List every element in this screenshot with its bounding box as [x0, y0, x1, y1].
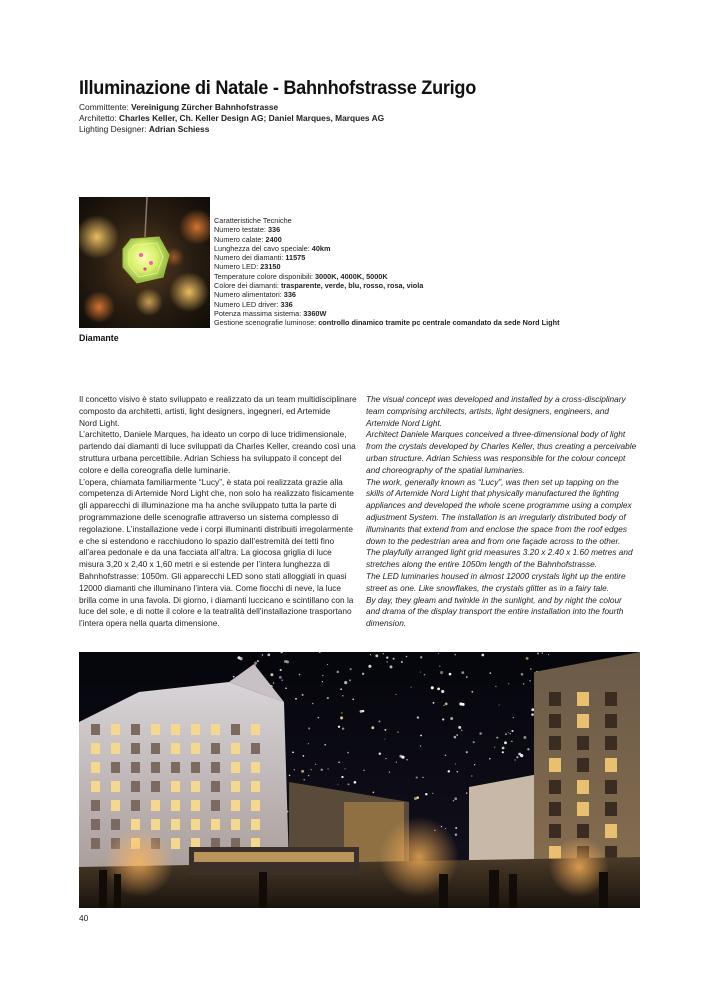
- text-line: adjustment System. The installation is an irregularly distributed body of: [366, 511, 626, 522]
- text-line: The visual concept was developed and installed by a cross-disciplinary: [366, 394, 626, 404]
- credit-architect: Architetto: Charles Keller, Ch. Keller Design AG; Daniel Marques, Marques AG: [79, 113, 385, 124]
- spec-row: Numero dei diamanti: 11575: [214, 253, 306, 263]
- text-line: illuminants that extend from and enclose the space from the roof edges: [366, 523, 628, 534]
- text-line: The work, generally known as “Lucy”, was then set up tapping on the: [366, 476, 619, 487]
- text-line: By day, they gleam and twinkle in the sunlight, and by night the colour: [366, 594, 622, 605]
- text-line: L’opera, chiamata familiarmente “Lucy”, è stata poi realizzata grazie alla: [79, 476, 343, 487]
- spec-row: Colore dei diamanti: trasparente, verde, blu, rosso, rosa, viola: [214, 281, 424, 291]
- text-line: Architect Daniele Marques conceived a three-dimensional body of light: [366, 429, 626, 440]
- text-line: The playfully arranged light grid measures 3.20 x 2.40 x 1.60 metres and: [366, 547, 633, 558]
- photo-caption: Diamante: [79, 333, 119, 343]
- text-line: L’architetto, Daniele Marques, ha ideato un corpo di luce tridimensionale,: [79, 429, 347, 440]
- page-number: 40: [79, 913, 89, 923]
- text-line: partendo dai diamanti di luce sviluppati da Charles Keller, creando così una: [79, 441, 356, 452]
- text-line: regolazione. L’installazione vede i corpi illuminanti distribuiti irregolarmente: [79, 523, 353, 534]
- text-line: struttura urbana percettibile. Adrian Schiess ha sviluppato il concept del: [79, 452, 342, 463]
- text-line: appliances and developed the whole scene programme using a complex: [366, 500, 632, 511]
- text-line: team comprising architects, artists, light designers, engineers, and: [366, 405, 610, 416]
- spec-row: Numero LED driver: 336: [214, 299, 293, 309]
- text-line: brilla come in una favola. Di giorno, i diamanti luccicano e scintillano con la: [79, 594, 354, 605]
- text-line: and drama of the display transport the entire installation into the fourth: [366, 606, 624, 617]
- text-line: l’intera opera nella quarta dimensione.: [79, 618, 220, 629]
- technical-specs: [214, 216, 560, 328]
- text-line: down to the pedestrian area and from one façade across to the other.: [366, 535, 621, 546]
- italian-text-column: [79, 394, 357, 630]
- credit-lighting-designer: Lighting Designer: Adrian Schiess: [79, 124, 210, 135]
- spec-row: Numero LED: 23150: [214, 262, 281, 272]
- spec-row: Temperature colore disponibili: 3000K, 4000K, 5000K: [214, 271, 388, 281]
- text-line: from the crystals developed by Charles Keller, thus creating a perceivable: [366, 441, 637, 452]
- credit-client: Committente: Vereinigung Zürcher Bahnhofstrasse: [79, 102, 279, 112]
- text-line: Il concetto visivo è stato sviluppato e realizzato da un team multidisciplinare: [79, 394, 357, 404]
- text-line: skills of Artemide Nord Light that physically manufactured the lighting: [366, 488, 619, 499]
- text-line: luce del sole, e di notte il colore e la teatralità dell’installazione trasportano: [79, 606, 352, 617]
- text-line: The LED luminaries housed in almost 12000 crystals light up the entire: [366, 570, 626, 581]
- text-line: all’area pedonale e da una facciata all’altra. La giocosa griglia di luce: [79, 547, 332, 558]
- bahnhofstrasse-night-photo: [79, 652, 640, 908]
- text-line: misura 3,20 x 2,40 x 1,60 metri e si estende per l’intera lunghezza di: [79, 559, 330, 570]
- text-line: urban structure. Adrian Schiess was responsible for the colour concept: [366, 452, 626, 463]
- text-line: Bahnhofstrasse: 1050m. Gli apparecchi LED sono stati alloggiati in quasi: [79, 570, 347, 581]
- spec-row: Numero alimentatori: 336: [214, 290, 296, 300]
- diamond-photo: [79, 197, 210, 328]
- project-credits: [79, 102, 384, 136]
- text-line: competenza di Artemide Nord Light che, non solo ha realizzato fisicamente: [79, 488, 354, 499]
- text-line: 12000 diamanti che illuminano l’intera via. Come fiocchi di neve, la luce: [79, 582, 341, 593]
- spec-row: Gestione scenografie luminose: controllo dinamico tramite pc centrale comandato da sede Nord Light: [214, 318, 560, 328]
- specs-title: Caratteristiche Tecniche: [214, 216, 292, 225]
- text-line: e che si estendono e racchiudono lo spazio dall’estremità dei tetti fino: [79, 535, 335, 546]
- text-line: dimension.: [366, 618, 407, 629]
- spec-row: Numero testate: 336: [214, 225, 281, 235]
- text-line: and choreography of the spatial luminaries.: [366, 464, 525, 475]
- english-text-column: [366, 394, 648, 630]
- text-line: Artemide Nord Light.: [366, 417, 443, 428]
- page-title: Illuminazione di Natale - Bahnhofstrasse Zurigo: [79, 77, 477, 99]
- text-line: composto da architetti, artisti, light designers, ingegneri, ed Artemide: [79, 405, 331, 416]
- text-line: colore e della coreografia delle luminarie.: [79, 464, 231, 475]
- text-line: gli apparecchi di illuminazione ma ha anche sviluppato tutta la parte di: [79, 500, 337, 511]
- text-line: stretches along the entire 1050m length of the Bahnhofstrasse.: [366, 559, 598, 570]
- text-line: programmazione delle scenografie attraverso un sistema complesso di: [79, 511, 339, 522]
- text-line: street as one. Like snowflakes, the crystals glitter as in a fairy tale.: [366, 582, 610, 593]
- spec-row: Numero calate: 2400: [214, 234, 282, 244]
- text-line: Nord Light.: [79, 417, 120, 428]
- spec-row: Lunghezza del cavo speciale: 40km: [214, 243, 331, 253]
- spec-row: Potenza massima sistema: 3360W: [214, 308, 327, 318]
